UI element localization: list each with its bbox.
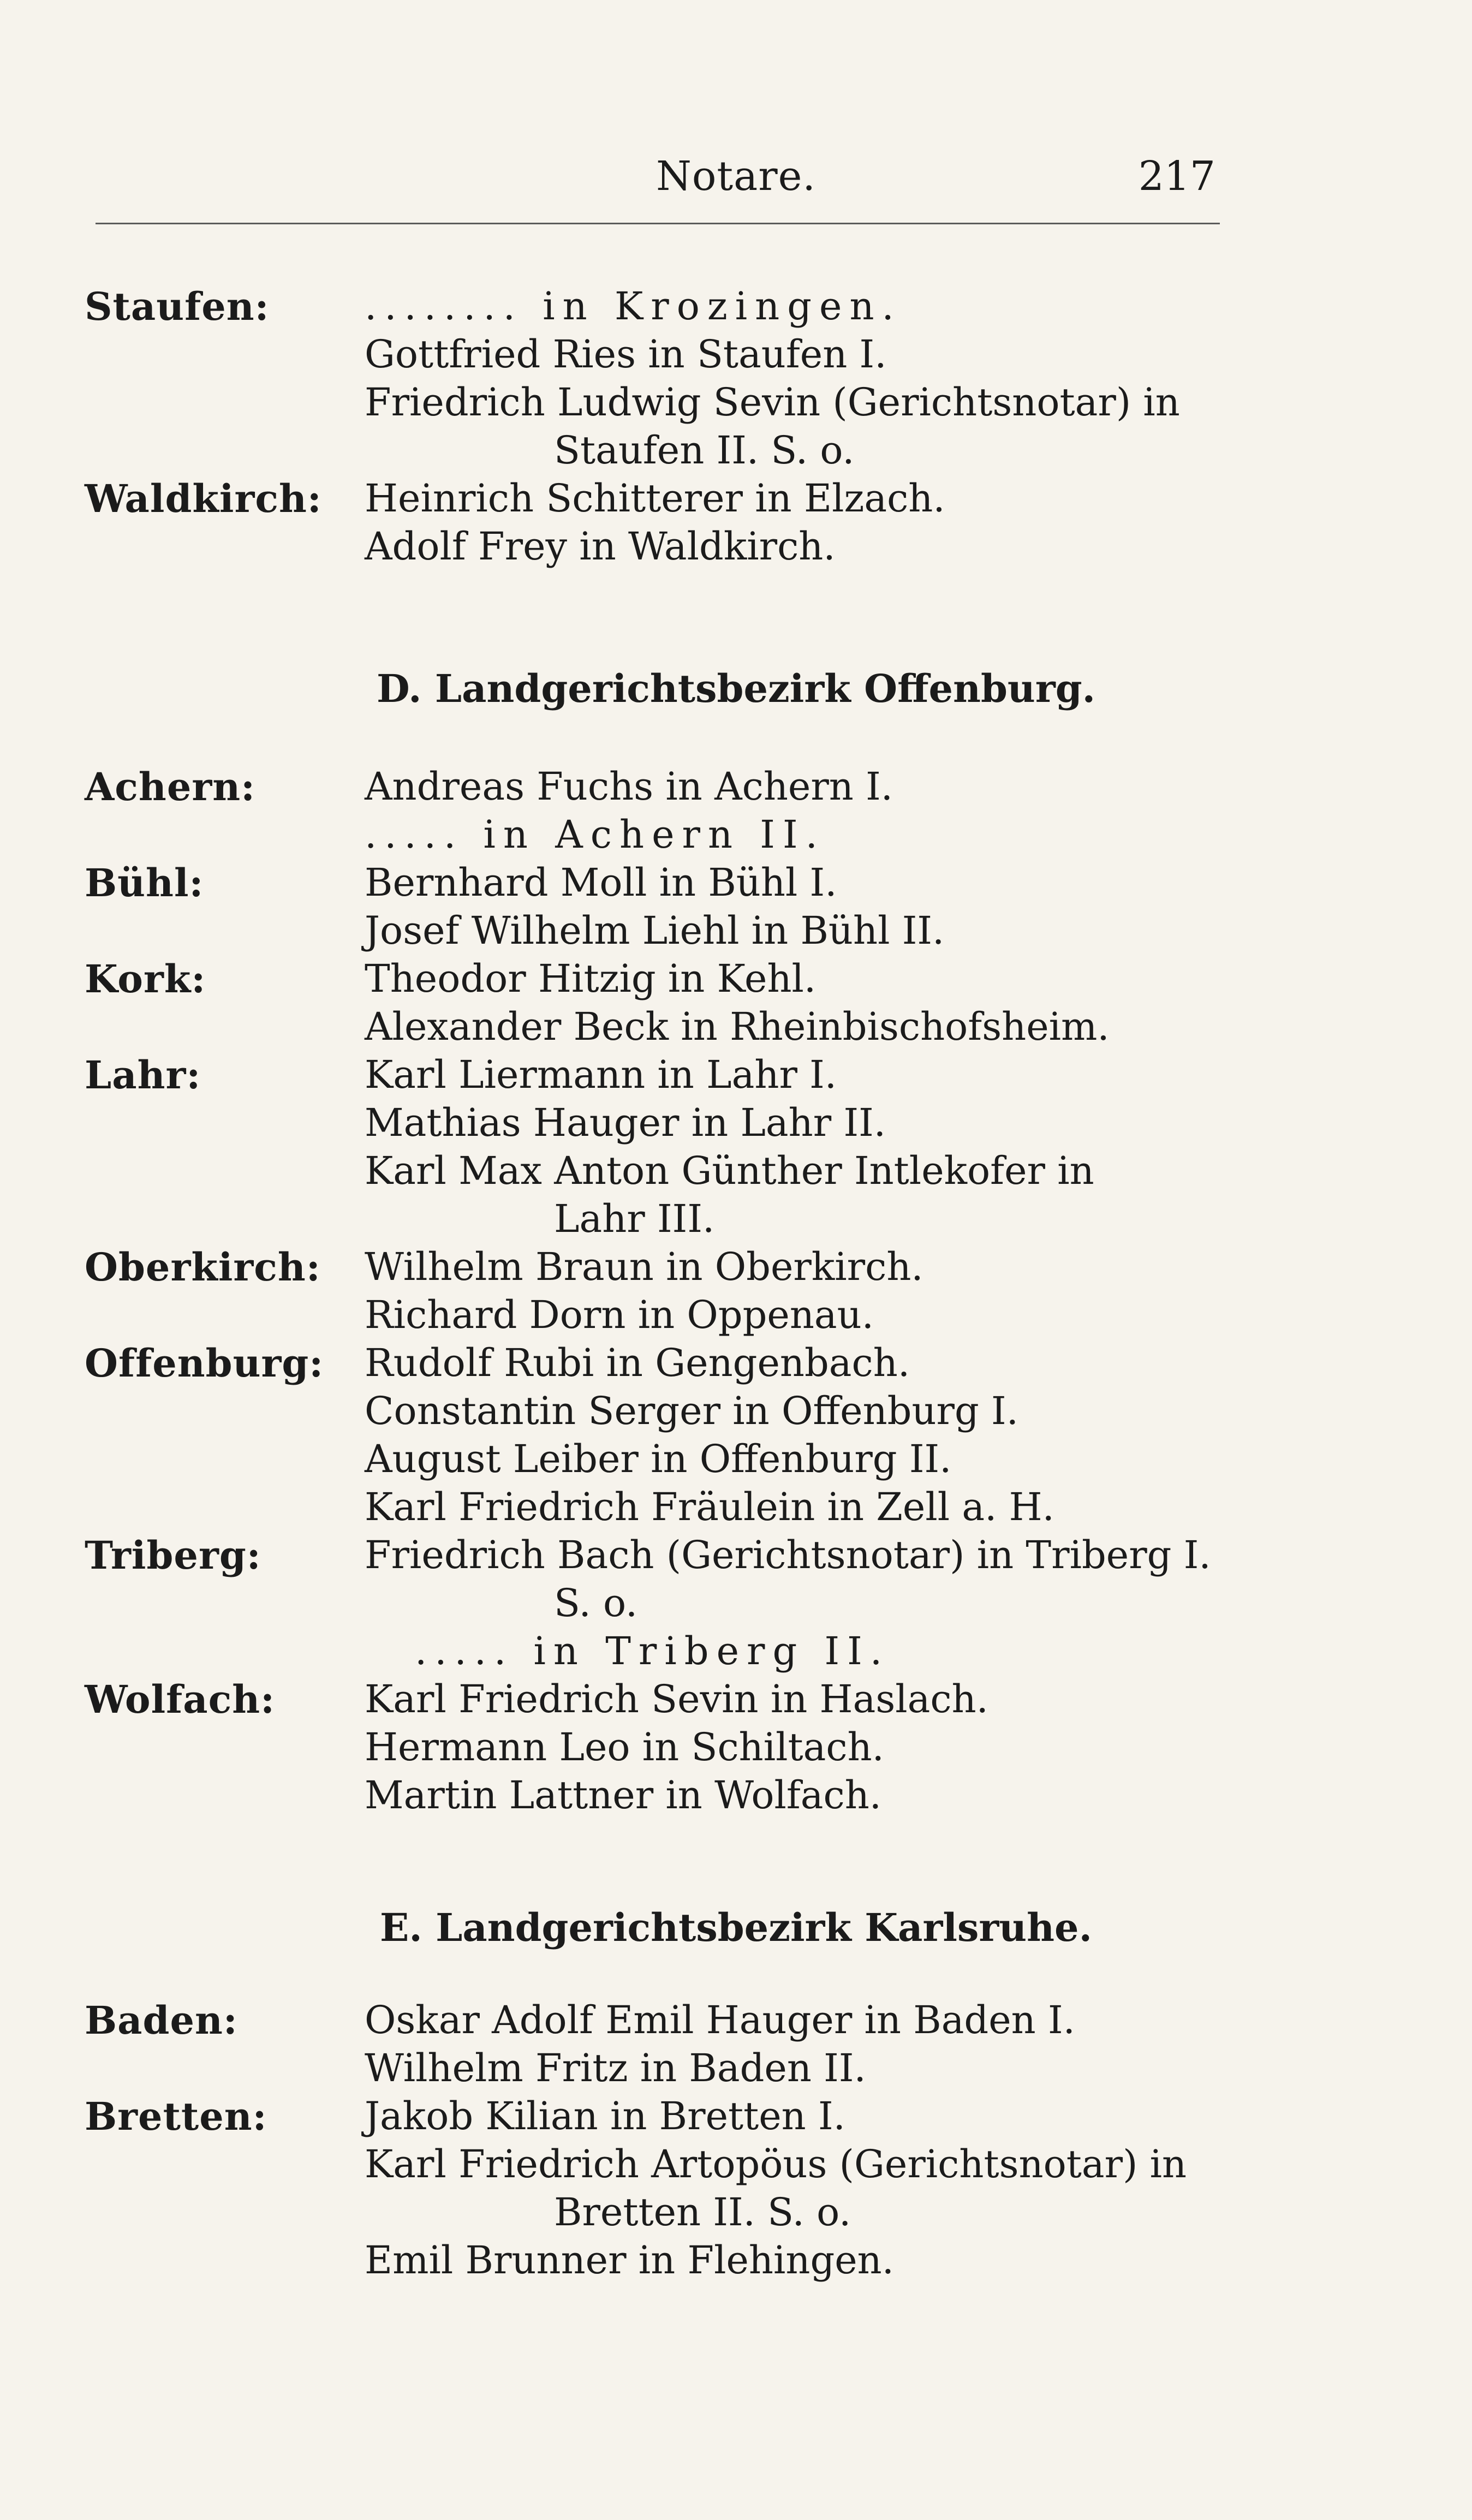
section-heading: E. Landgerichtsbezirk Karlsruhe. bbox=[380, 1905, 1092, 1950]
place-label: Triberg: bbox=[85, 1533, 261, 1578]
entry-line: Lahr III. bbox=[554, 1196, 715, 1241]
entry-line: Karl Friedrich Artopöus (Gerichtsnotar) in bbox=[365, 2142, 1187, 2187]
entry-line: Alexander Beck in Rheinbischofsheim. bbox=[365, 1004, 1110, 1049]
place-label: Wolfach: bbox=[85, 1677, 276, 1722]
entry-line: Adolf Frey in Waldkirch. bbox=[365, 524, 836, 569]
entry-line: Oskar Adolf Emil Hauger in Baden I. bbox=[365, 1998, 1075, 2042]
entry-line: Andreas Fuchs in Achern I. bbox=[365, 764, 893, 809]
place-label: Kork: bbox=[85, 956, 206, 1002]
entry-line: Gottfried Ries in Staufen I. bbox=[365, 332, 887, 377]
place-label: Offenburg: bbox=[85, 1341, 324, 1386]
place-label: Baden: bbox=[85, 1998, 238, 2043]
place-label: Bühl: bbox=[85, 860, 204, 905]
entry-line: Karl Friedrich Fräulein in Zell a. H. bbox=[365, 1485, 1054, 1529]
entry-line: Karl Friedrich Sevin in Haslach. bbox=[365, 1677, 988, 1721]
entry-line: ........ in Krozingen. bbox=[365, 284, 902, 329]
entry-line: Bernhard Moll in Bühl I. bbox=[365, 860, 837, 905]
entry-line: Josef Wilhelm Liehl in Bühl II. bbox=[365, 908, 945, 953]
entry-line: Heinrich Schitterer in Elzach. bbox=[365, 476, 945, 521]
running-header-title: Notare. bbox=[656, 153, 816, 200]
entry-line: Wilhelm Braun in Oberkirch. bbox=[365, 1244, 923, 1289]
entry-line: Karl Liermann in Lahr I. bbox=[365, 1052, 837, 1097]
entry-line: August Leiber in Offenburg II. bbox=[365, 1437, 952, 1481]
place-label: Staufen: bbox=[85, 284, 270, 329]
place-label: Oberkirch: bbox=[85, 1244, 321, 1290]
entry-line: Friedrich Bach (Gerichtsnotar) in Triberg I. bbox=[365, 1533, 1211, 1577]
entry-line: Wilhelm Fritz in Baden II. bbox=[365, 2046, 866, 2090]
entry-line: ..... in Triberg II. bbox=[415, 1629, 890, 1673]
entry-line: Constantin Serger in Offenburg I. bbox=[365, 1389, 1018, 1433]
entry-line: Emil Brunner in Flehingen. bbox=[365, 2238, 895, 2283]
header-rule bbox=[96, 223, 1220, 224]
page-number: 217 bbox=[1138, 153, 1215, 200]
entry-line: Rudolf Rubi in Gengenbach. bbox=[365, 1341, 910, 1385]
entry-line: Jakob Kilian in Bretten I. bbox=[365, 2094, 845, 2138]
entry-line: Bretten II. S. o. bbox=[554, 2190, 851, 2235]
entry-line: Friedrich Ludwig Sevin (Gerichtsnotar) in bbox=[365, 380, 1180, 425]
entry-line: Karl Max Anton Günther Intlekofer in bbox=[365, 1148, 1094, 1193]
place-label: Bretten: bbox=[85, 2094, 267, 2139]
place-label: Waldkirch: bbox=[85, 476, 322, 521]
entry-line: Richard Dorn in Oppenau. bbox=[365, 1292, 874, 1337]
entry-line: Theodor Hitzig in Kehl. bbox=[365, 956, 817, 1001]
place-label: Lahr: bbox=[85, 1052, 201, 1098]
entry-line: ..... in Achern II. bbox=[365, 812, 825, 857]
entry-line: Martin Lattner in Wolfach. bbox=[365, 1773, 882, 1818]
entry-line: S. o. bbox=[554, 1581, 638, 1625]
place-label: Achern: bbox=[85, 764, 255, 809]
section-heading: D. Landgerichtsbezirk Offenburg. bbox=[376, 666, 1096, 711]
entry-line: Staufen II. S. o. bbox=[554, 428, 855, 473]
entry-line: Hermann Leo in Schiltach. bbox=[365, 1725, 884, 1770]
entry-line: Mathias Hauger in Lahr II. bbox=[365, 1100, 886, 1145]
